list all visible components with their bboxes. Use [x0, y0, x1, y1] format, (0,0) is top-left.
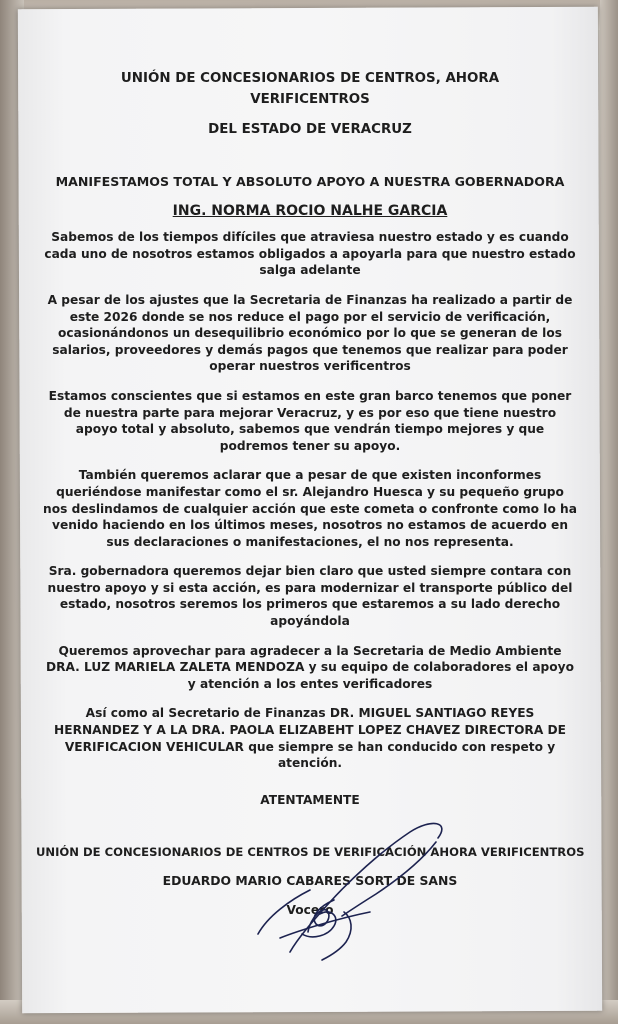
- letter-body: [36, 68, 584, 931]
- union-signature-line: UNIÓN DE CONCESIONARIOS DE CENTROS DE VERIFICACIÓN AHORA VERIFICENTROS: [36, 845, 585, 860]
- paragraph-6-rest: y su equipo de colaboradores el apoyo y atención a los entes verificadores: [187, 660, 574, 691]
- signer-name: EDUARDO MARIO CABARES SORT DE SANS: [162, 873, 458, 888]
- paragraph-6: [36, 643, 584, 693]
- paragraph-5: Sra. gobernadora queremos dejar bien claro que usted siempre contara con nuestro apoyo y si esta acción, es para modernizar el transporte público del estado, nosotros seremos los primeros que estaremos a su lado derecho apoyándola: [47, 564, 573, 629]
- paragraph-4: También queremos aclarar que a pesar de que existen inconformes queriéndose manifestar como el sr. Alejandro Huesca y su pequeño grupo nos deslindamos de cualquier acción que este cometa o confronte como lo ha venido haciendo en los últimos meses, nosotros no estamos de acuerdo en sus declaraciones o manifestaciones, el no nos representa.: [43, 468, 577, 549]
- paragraph-7-lead: Así como al Secretario de Finanzas: [85, 706, 326, 721]
- paragraph-7-rest: que siempre se han conducido con respeto y atención.: [248, 739, 556, 771]
- paragraph-6-name: DRA. LUZ MARIELA ZALETA MENDOZA: [46, 660, 305, 675]
- paragraph-6-lead: Queremos aprovechar para agradecer a la Secretaria de Medio Ambiente: [58, 643, 562, 658]
- header-line-2: VERIFICENTROS: [250, 92, 370, 107]
- governor-name: ING. NORMA ROCIO NALHE GARCIA: [172, 202, 448, 219]
- paragraph-1: Sabemos de los tiempos difíciles que atraviesa nuestro estado y es cuando cada uno de nosotros estamos obligados a apoyarla para que nuestro estado salga adelante: [44, 230, 576, 278]
- paragraph-3: Estamos conscientes que si estamos en este gran barco tenemos que poner de nuestra parte para mejorar Veracruz, y es por eso que tiene nuestro apoyo total y absoluto, sabemos que vendrán tiempo mejores y que podremos tener su apoyo.: [48, 388, 572, 453]
- header-line-3: DEL ESTADO DE VERACRUZ: [208, 122, 412, 137]
- header-line-1: UNIÓN DE CONCESIONARIOS DE CENTROS, AHORA: [120, 71, 500, 86]
- background-surface-right: [600, 0, 618, 1024]
- paragraph-7-names: DR. MIGUEL SANTIAGO REYES HERNANDEZ Y A LA DRA. PAOLA ELIZABEHT LOPEZ CHAVEZ DIRECTORA DE VERIFICACION VEHICULAR: [54, 706, 566, 754]
- handwritten-signature: [250, 820, 460, 970]
- paragraph-2: A pesar de los ajustes que la Secretaria de Finanzas ha realizado a partir de este 2026 donde se nos reduce el pago por el servicio de verificación, ocasionándonos un desequilibrio económico por lo que se generan de los salarios, proveedores y demás pagos que tenemos que realizar para poder operar nuestros verificentros: [47, 292, 573, 374]
- closing-text: ATENTAMENTE: [260, 792, 360, 807]
- paragraph-7: [36, 705, 584, 771]
- signer-role: Vocero: [286, 902, 334, 917]
- support-statement: MANIFESTAMOS TOTAL Y ABSOLUTO APOYO A NUESTRA GOBERNADORA: [55, 174, 565, 189]
